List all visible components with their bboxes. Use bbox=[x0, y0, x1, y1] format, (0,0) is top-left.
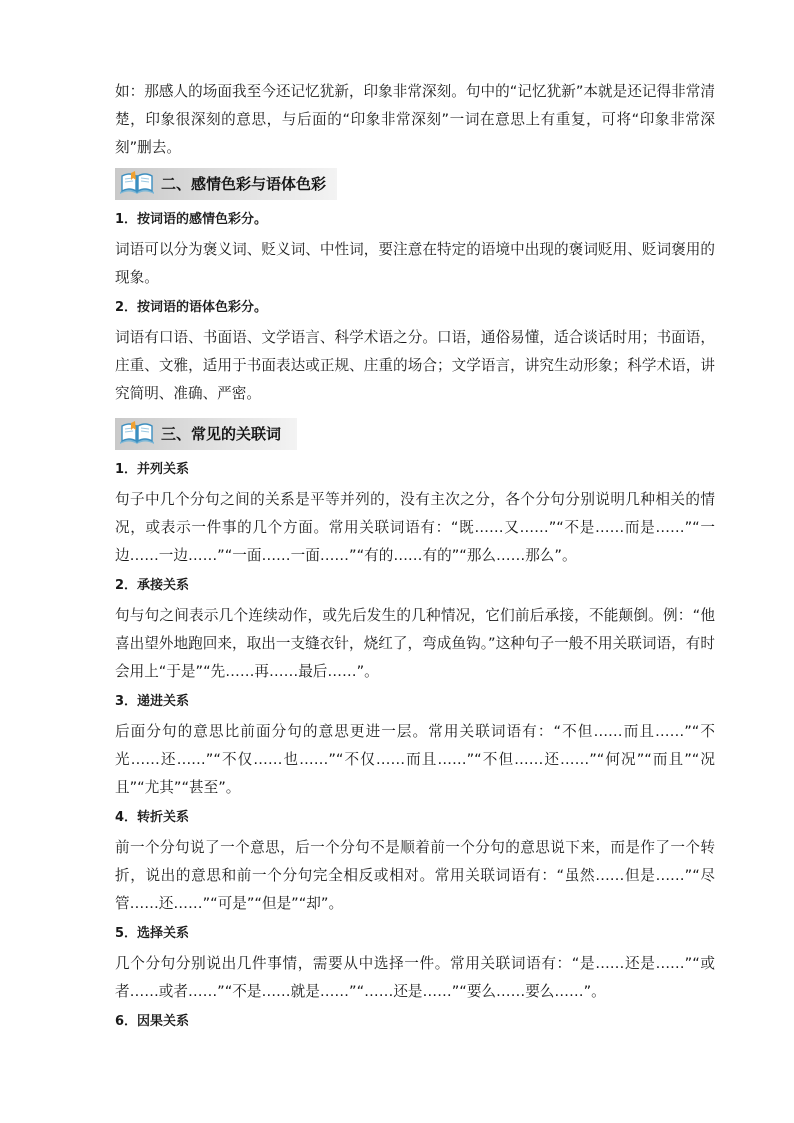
body-paragraph: 词语可以分为褒义词、贬义词、中性词，要注意在特定的语境中出现的褒词贬用、贬词褒用的现象。 bbox=[115, 241, 715, 286]
subheading: 3．递进关系 bbox=[115, 694, 190, 709]
subheading: 2．按词语的语体色彩分。 bbox=[115, 300, 268, 315]
body-paragraph: 句子中几个分句之间的关系是平等并列的，没有主次之分，各个分句分别说明几种相关的情况，或表示一件事的几个方面。常用关联词语有：“既……又……”“不是……而是……”“一边……一边……”“一面……一面……”“有的……有的”“那么……那么”。 bbox=[115, 491, 715, 564]
body-paragraph: 后面分句的意思比前面分句的意思更进一层。常用关联词语有：“不但……而且……”“不光……还……”“不仅……也……”“不仅……而且……”“不但……还……”“何况”“而且”“况且”“尤其”“甚至”。 bbox=[115, 723, 715, 796]
subheading: 6．因果关系 bbox=[115, 1014, 190, 1029]
body-paragraph: 句与句之间表示几个连续动作，或先后发生的几种情况，它们前后承接，不能颠倒。例：“他喜出望外地跑回来，取出一支缝衣针，烧红了，弯成鱼钩。”这种句子一般不用关联词语，有时会用上“于是”“先……再……最后……”。 bbox=[115, 607, 715, 680]
body-paragraph: 词语有口语、书面语、文学语言、科学术语之分。口语，通俗易懂，适合谈话时用；书面语，庄重、文雅，适用于书面表达或正规、庄重的场合；文学语言，讲究生动形象；科学术语，讲究简明、准确、严密。 bbox=[115, 329, 715, 402]
body-paragraph: 几个分句分别说出几件事情，需要从中选择一件。常用关联词语有：“是……还是……”“或者……或者……”“不是……就是……”“……还是……”“要么……要么……”。 bbox=[115, 955, 715, 1000]
body-paragraph: 前一个分句说了一个意思，后一个分句不是顺着前一个分句的意思说下来，而是作了一个转折，说出的意思和前一个分句完全相反或相对。常用关联词语有：“虽然……但是……”“尽管……还……”“可是”“但是”“却”。 bbox=[115, 839, 715, 912]
subheading: 5．选择关系 bbox=[115, 926, 190, 941]
subheading: 1．并列关系 bbox=[115, 462, 190, 477]
section-header-emotion-style bbox=[115, 168, 337, 200]
section-title: 三、常见的关联词 bbox=[161, 425, 282, 443]
intro-paragraph: 如：那感人的场面我至今还记忆犹新，印象非常深刻。句中的“记忆犹新”本就是还记得非常清楚，印象很深刻的意思，与后面的“印象非常深刻”一词在意思上有重复，可将“印象非常深刻”删去。 bbox=[115, 83, 715, 156]
subheading: 2．承接关系 bbox=[115, 578, 190, 593]
subheading: 4．转折关系 bbox=[115, 810, 190, 825]
section-title: 二、感情色彩与语体色彩 bbox=[161, 175, 327, 193]
subheading: 1．按词语的感情色彩分。 bbox=[115, 212, 268, 227]
open-book-icon bbox=[117, 170, 157, 198]
open-book-icon bbox=[117, 420, 157, 448]
section-header-conjunctions bbox=[115, 418, 297, 450]
document-page bbox=[115, 78, 715, 1032]
